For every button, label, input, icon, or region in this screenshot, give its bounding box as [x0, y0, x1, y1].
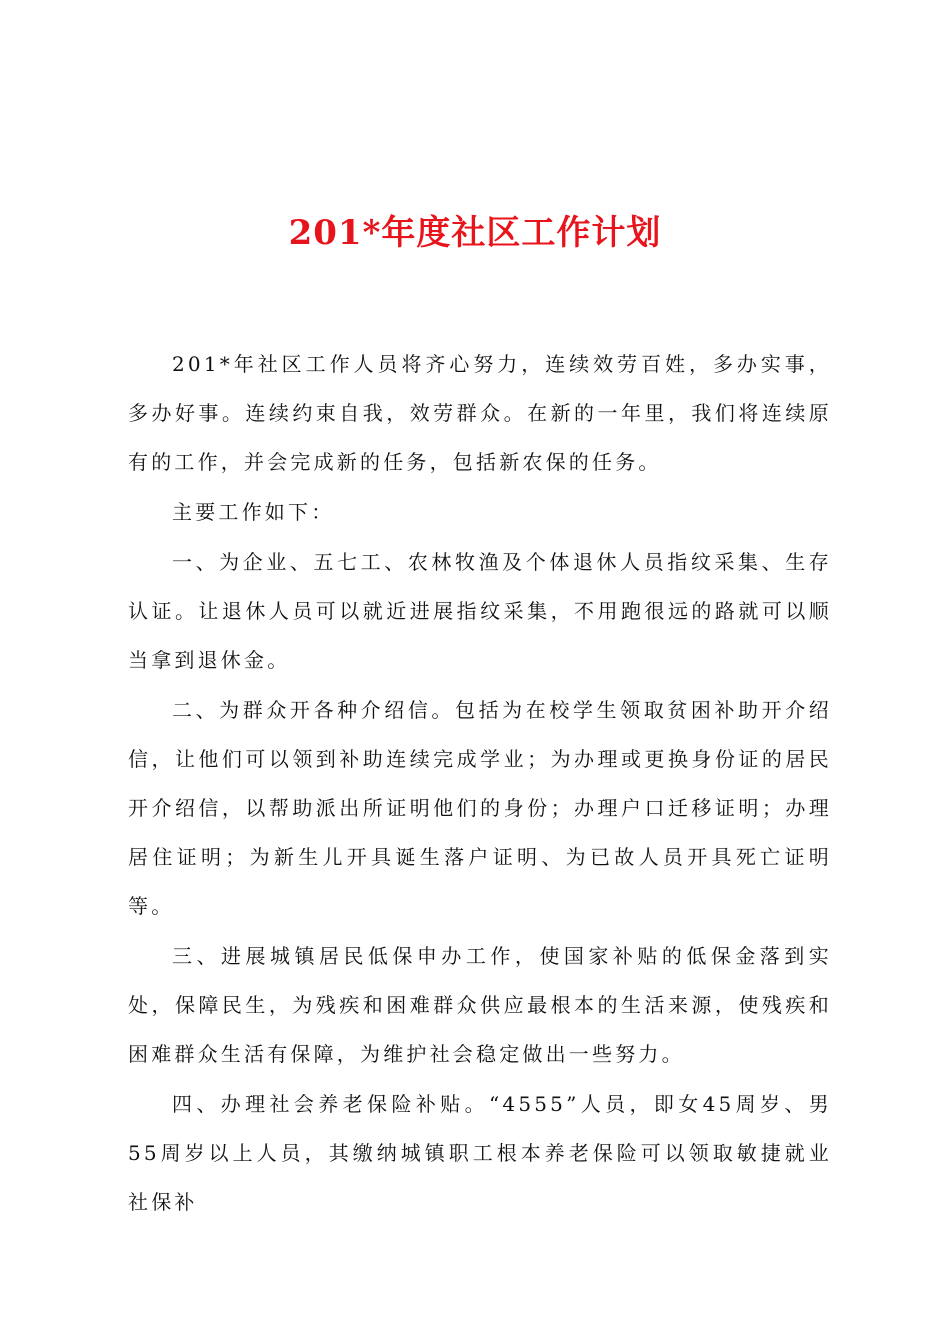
paragraph-item-3: 三、进展城镇居民低保申办工作，使国家补贴的低保金落到实处，保障民生，为残疾和困难群众供应最根本的生活来源，使残疾和困难群众生活有保障，为维护社会稳定做出一些努力。 [128, 944, 832, 1066]
document-title: 201*年度社区工作计划 [288, 213, 662, 253]
paragraph-main-work: 主要工作如下： [172, 500, 335, 524]
paragraph-item-1: 一、为企业、五七工、农林牧渔及个体退休人员指纹采集、生存认证。让退休人员可以就近进展指纹采集，不用跑很远的路就可以顺当拿到退休金。 [128, 550, 832, 672]
paragraph-intro: 201*年社区工作人员将齐心努力，连续效劳百姓，多办实事，多办好事。连续约束自我，效劳群众。在新的一年里，我们将连续原有的工作，并会完成新的任务，包括新农保的任务。 [128, 352, 832, 474]
document-body [128, 340, 832, 1227]
paragraph-item-2: 二、为群众开各种介绍信。包括为在校学生领取贫困补助开介绍信，让他们可以领到补助连续完成学业；为办理或更换身份证的居民开介绍信，以帮助派出所证明他们的身份；办理户口迁移证明；办理居住证明；为新生儿开具诞生落户证明、为已故人员开具死亡证明等。 [128, 698, 832, 918]
paragraph-item-4: 四、办理社会养老保险补贴。“4555”人员，即女45周岁、男55周岁以上人员，其缴纳城镇职工根本养老保险可以领取敏捷就业社保补 [128, 1092, 832, 1214]
